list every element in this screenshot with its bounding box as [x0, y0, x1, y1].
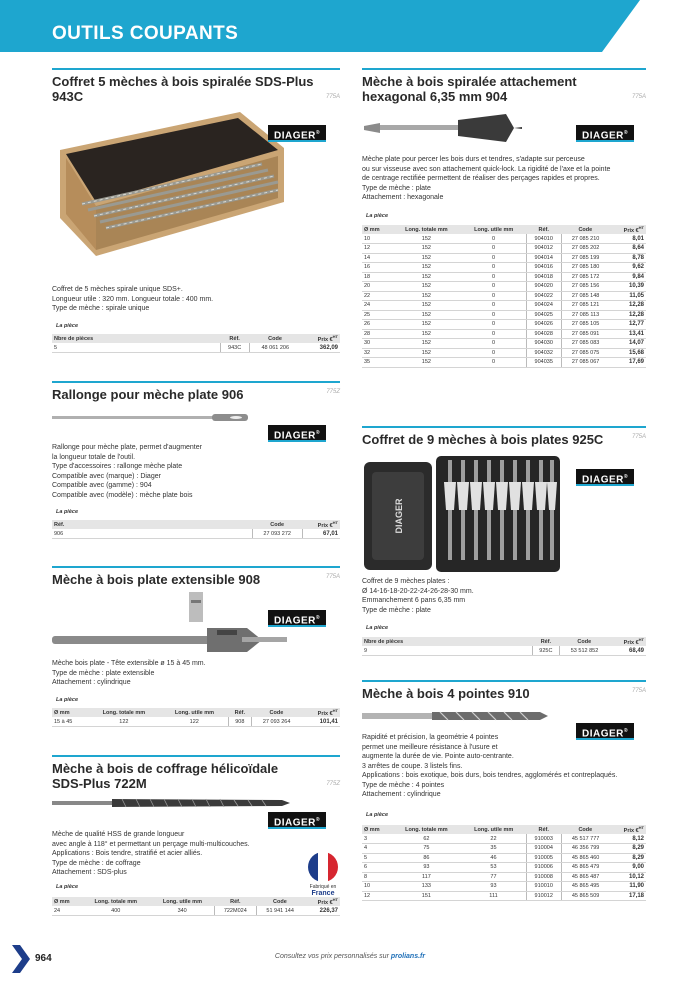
spade-bit-case-image: [362, 452, 562, 574]
quatre-pointes-price-table: [362, 825, 646, 901]
page-number: 964: [35, 953, 52, 964]
unit-label: La pièce: [56, 323, 79, 329]
table-row: 10 133 93 910010 45 865 495 11,90: [364, 883, 644, 890]
section-code: 775A: [325, 94, 340, 100]
table-header: Nbre de pièces Réf. Code Prix €$^{HT}$: [54, 334, 338, 343]
section-title: Mèche à bois de coffrage hélicoïdale SDS-Plus 722M: [52, 761, 279, 791]
table-row: 15 à 45 122 122 908 27 093 264 101,41: [54, 718, 338, 725]
header-band: [0, 0, 700, 52]
coffret9-description: Coffret de 9 mèches plates : Ø 14-16-18-20-22-24-26-28-30 mm. Emmanchement 6 pans 6,35 mm Type de mèche : plate: [362, 578, 474, 614]
table-row: 25 152 0 904025 27 085 113 12,28: [364, 311, 644, 318]
svg-text:DIAGER: DIAGER: [394, 498, 404, 534]
brand-logo: DIAGER®: [576, 469, 634, 486]
section-extensible: [52, 566, 340, 587]
made-in-france-badge: Fabriqué en France: [304, 852, 342, 898]
page-title: OUTILS COUPANTS: [52, 23, 239, 44]
brad-point-bit-image: [362, 709, 552, 723]
section-title: Coffret 5 mèches à bois spiralée SDS-Plus 943C: [52, 74, 314, 104]
section-code: 775A: [325, 574, 340, 580]
unit-label: La pièce: [56, 697, 79, 703]
table-header: Ø mm Long. totale mm Long. utile mm Réf. Code Prix €$^{HT}$: [364, 825, 644, 834]
section-hexagonal: [362, 68, 646, 104]
section-title: Mèche à bois 4 pointes 910: [362, 686, 530, 701]
brand-logo: DIAGER®: [268, 125, 326, 142]
table-row: 14 152 0 904014 27 085 199 8,78: [364, 254, 644, 261]
brand-logo: DIAGER®: [576, 125, 634, 142]
unit-label: La pièce: [366, 812, 389, 818]
table-row: 4 75 35 910004 46 356 799 8,29: [364, 845, 644, 852]
extensible-bit-image: [52, 590, 302, 655]
brand-logo: DIAGER®: [576, 723, 634, 740]
rallonge-price-table: [52, 520, 340, 539]
table-row: 26 152 0 904026 27 085 105 12,77: [364, 321, 644, 328]
table-row: 24 152 0 904024 27 085 121 12,28: [364, 302, 644, 309]
section-code: 775Z: [326, 389, 340, 395]
table-row: 3 62 22 910003 45 517 777 8,12: [364, 835, 644, 842]
footer-text: Consultez vos prix personnalisés sur prolians.fr: [274, 953, 426, 960]
extensible-description: Mèche bois plate - Tête extensible ø 15 à 45 mm. Type de mèche : plate extensible Attachement : cylindrique: [52, 660, 206, 686]
section-code: 775A: [631, 94, 646, 100]
brand-logo: DIAGER®: [268, 812, 326, 829]
section-coffrage: [52, 755, 340, 791]
table-row: 24 400 340 722M024 51 941 144 226,37: [54, 907, 338, 914]
coffrage-price-table: [52, 897, 340, 916]
quatre-pointes-description: Rapidité et précision, la geométrie 4 pointes permet une meilleure résistance à l'usure et augmente la durée de vie. Pointe auto-centrante. 3 arrêtes de coupe. 3 listels fins. Applications : bois exotique, bois durs, bois tendres, agglomérés et contreplaqués. Type de mèche : 4 pointes Attachement : cylindrique: [362, 734, 618, 798]
table-header: Réf. Code Prix €$^{HT}$: [54, 520, 338, 529]
hexagonal-description: Mèche plate pour percer les bois durs et tendres, s'adapte sur perceuse ou sur visseuse avec son attachement quick-lock. La rigidité de l'axe et la pointe de centrage rectifiée permettent de réaliser des perçages rapides et propres. Type de mèche : plate Attachement : hexagonale: [362, 156, 611, 201]
table-row: 20 152 0 904020 27 085 156 10,39: [364, 283, 644, 290]
france-flag-icon: [308, 852, 338, 882]
site-link[interactable]: prolians.fr: [390, 953, 426, 960]
table-row: 6 93 53 910006 45 865 479 9,00: [364, 864, 644, 871]
extension-rod-image: [52, 412, 252, 424]
wooden-case-image: [52, 110, 287, 260]
table-row: 18 152 0 904018 27 085 172 9,84: [364, 273, 644, 280]
table-header: Ø mm Long. totale mm Long. utile mm Réf. Code Prix €$^{HT}$: [364, 225, 644, 234]
table-row: 9 925C 53 512 852 68,49: [364, 647, 644, 654]
rallonge-description: Rallonge pour mèche plate, permet d'augmenter la longueur totale de l'outil. Type d'accessoires : rallonge mèche plate Compatible avec (marque) : Diager Compatible avec (gamme) : 904 Compatible avec (modèle) : mèche plate bois: [52, 444, 202, 499]
table-row: 30 152 0 904030 27 085 083 14,07: [364, 340, 644, 347]
section-code: 775Z: [326, 781, 340, 787]
hexagonal-price-table: [362, 225, 646, 368]
section-title: Coffret de 9 mèches à bois plates 925C: [362, 432, 604, 447]
section-title: Mèche à bois plate extensible 908: [52, 572, 261, 587]
coffret5-price-table: [52, 334, 340, 353]
section-code: 775A: [631, 434, 646, 440]
coffrage-description: Mèche de qualité HSS de grande longueur avec angle à 118° et permettant un perçage multi-multicouches. Applications : Bois tendre, stratifié et acier alliés. Type de mèche : de coffrage Attachement : SDS-plus: [52, 831, 250, 876]
table-row: 16 152 0 904016 27 085 180 9,62: [364, 264, 644, 271]
table-row: 32 152 0 904032 27 085 075 15,68: [364, 349, 644, 356]
section-title: Mèche à bois spiralée attachement hexagonal 6,35 mm 904: [362, 74, 577, 104]
table-row: 8 117 77 910008 45 865 487 10,12: [364, 873, 644, 880]
brand-logo: DIAGER®: [268, 425, 326, 442]
section-code: 775A: [631, 688, 646, 694]
table-header: Ø mm Long. totale mm Long. utile mm Réf. Code Prix €$^{HT}$: [54, 897, 338, 906]
table-row: 5 86 46 910005 45 865 460 8,29: [364, 854, 644, 861]
unit-label: La pièce: [56, 509, 79, 515]
table-row: 906 27 093 272 67,01: [54, 530, 338, 537]
coffret5-description: Coffret de 5 mèches spirale unique SDS+. Longueur utile : 320 mm. Longueur totale : 400 mm. Type de mèche : spirale unique: [52, 286, 214, 312]
unit-label: La pièce: [366, 213, 389, 219]
brand-logo: DIAGER®: [268, 610, 326, 627]
table-row: 28 152 0 904028 27 085 091 13,41: [364, 330, 644, 337]
auger-bit-image: [52, 797, 292, 809]
section-rallonge: [52, 381, 340, 402]
table-row: 10 152 0 904010 27 085 210 8,01: [364, 235, 644, 242]
spade-bit-image: [362, 110, 522, 146]
table-row: 22 152 0 904022 27 085 148 11,05: [364, 292, 644, 299]
table-header: Ø mm Long. totale mm Long. utile mm Réf. Code Prix €$^{HT}$: [54, 708, 338, 717]
table-row: 5 943C 48 061 206 362,09: [54, 344, 338, 351]
table-row: 12 151 111 910012 45 865 509 17,18: [364, 892, 644, 899]
section-quatre-pointes: [362, 680, 646, 701]
section-title: Rallonge pour mèche plate 906: [52, 387, 244, 402]
coffret9-price-table: [362, 637, 646, 656]
table-row: 12 152 0 904012 27 085 202 8,64: [364, 245, 644, 252]
section-coffret-9: [362, 426, 646, 447]
table-header: Nbre de pièces Réf. Code Prix €$^{HT}$: [364, 637, 644, 646]
extensible-price-table: [52, 708, 340, 727]
unit-label: La pièce: [366, 625, 389, 631]
section-coffret-5: [52, 68, 340, 104]
table-row: 35 152 0 904035 27 085 067 17,69: [364, 359, 644, 366]
unit-label: La pièce: [56, 884, 79, 890]
